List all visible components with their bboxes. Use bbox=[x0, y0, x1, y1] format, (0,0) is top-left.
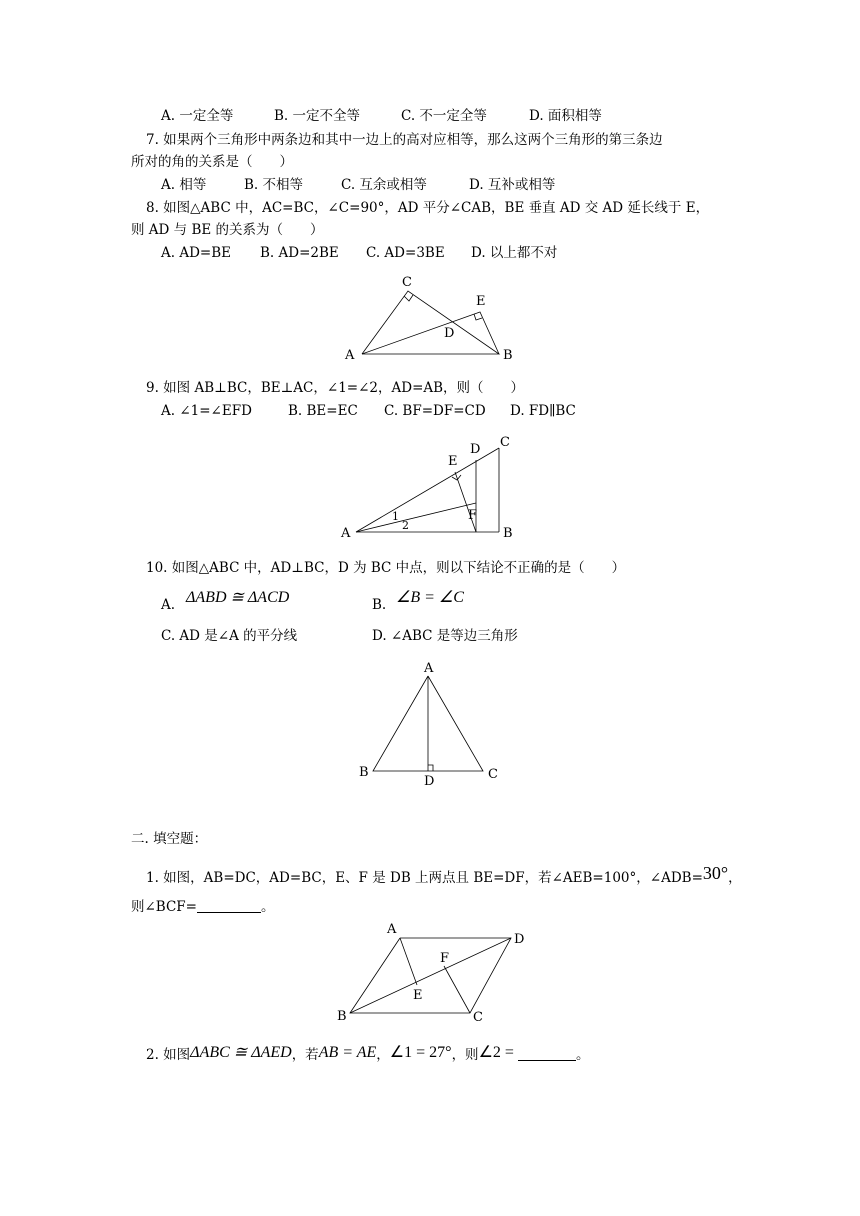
q8-stem-line2: 则 AD 与 BE 的关系为（ ） bbox=[131, 222, 324, 238]
f2-period: 。 bbox=[575, 1047, 590, 1063]
q9-label-b: B bbox=[503, 526, 513, 541]
f1-angle-value: 30° bbox=[702, 863, 729, 883]
f2-prefix: 2. 如图 bbox=[146, 1047, 191, 1063]
f1-stem-text: 1. 如图，AB=DC，AD=BC，E、F 是 DB 上两点且 BE=DF，若∠AEB=100°，∠ADB= bbox=[146, 870, 703, 886]
f2-formula-angle2: ∠2 = bbox=[478, 1044, 514, 1061]
q10-option-b-label: B. bbox=[372, 597, 387, 613]
q9-label-c: C bbox=[500, 435, 510, 450]
q10-option-c: C. AD 是∠A 的平分线 bbox=[161, 628, 298, 644]
f1-label-d: D bbox=[514, 932, 525, 947]
q9-option-c: C. BF=DF=CD bbox=[384, 403, 486, 419]
q7-stem-line1: 7. 如果两个三角形中两条边和其中一边上的高对应相等，那么这两个三角形的第三条边 bbox=[146, 132, 663, 148]
q8-label-a: A bbox=[345, 348, 355, 363]
q7-option-a: A. 相等 bbox=[161, 177, 207, 193]
f1-figure bbox=[337, 922, 524, 1025]
f2-formula-angle1: ∠1 = 27° bbox=[389, 1044, 452, 1061]
f1-question: 则∠BCF= bbox=[131, 899, 197, 915]
q9-option-b: B. BE=EC bbox=[288, 403, 358, 419]
q9-label-a: A bbox=[341, 526, 351, 541]
f2-formula-congruent: ΔABC ≅ ΔAED bbox=[190, 1044, 292, 1061]
q6-option-a: A. 一定全等 bbox=[161, 108, 234, 124]
q8-label-d: D bbox=[444, 326, 455, 341]
q9-label-e: E bbox=[448, 454, 458, 469]
q9-option-d: D. FD∥BC bbox=[510, 403, 576, 419]
f1-label-f: F bbox=[440, 951, 450, 966]
f2-sep1: ，若 bbox=[291, 1047, 319, 1063]
q10-figure bbox=[359, 661, 498, 789]
q10-label-d: D bbox=[424, 774, 435, 789]
q8-lines-ae-be bbox=[362, 312, 499, 354]
f1-period: 。 bbox=[261, 899, 275, 915]
q8-option-c: C. AD=3BE bbox=[366, 245, 445, 261]
q6-option-b: B. 一定不全等 bbox=[274, 108, 361, 124]
q10-option-a-label: A. bbox=[161, 597, 176, 613]
q9-label-d: D bbox=[470, 442, 481, 457]
q7-option-d: D. 互补或相等 bbox=[469, 177, 556, 193]
q9-label-1: 1 bbox=[392, 510, 399, 523]
q7-stem-line2: 所对的角的关系是（ ） bbox=[131, 154, 293, 170]
f2-formula-ab-ae: AB = AE bbox=[318, 1044, 377, 1061]
f2-sep3: ，则 bbox=[451, 1047, 479, 1063]
q10-option-d: D. ∠ABC 是等边三角形 bbox=[372, 628, 518, 644]
f1-comma: ， bbox=[728, 870, 742, 886]
q8-option-a: A. AD=BE bbox=[161, 245, 231, 261]
q8-label-c: C bbox=[402, 275, 412, 290]
q6-option-d: D. 面积相等 bbox=[529, 108, 602, 124]
f1-label-a: A bbox=[387, 922, 397, 937]
q10-label-a: A bbox=[424, 661, 434, 676]
q6-option-c: C. 不一定全等 bbox=[401, 108, 487, 124]
q8-option-d: D. 以上都不对 bbox=[471, 245, 558, 261]
q8-right-angle-c bbox=[404, 295, 413, 301]
q10-label-c: C bbox=[488, 767, 498, 782]
q10-stem: 10. 如图△ABC 中，AD⊥BC，D 为 BC 中点，则以下结论不正确的是（ ） bbox=[146, 560, 626, 576]
f2-sep2: ， bbox=[376, 1047, 390, 1063]
f1-label-b: B bbox=[337, 1009, 347, 1024]
q10-label-b: B bbox=[359, 765, 369, 780]
section-title: 二. 填空题： bbox=[131, 831, 208, 847]
q8-label-b: B bbox=[503, 348, 513, 363]
q9-stem: 9. 如图 AB⊥BC，BE⊥AC，∠1=∠2，AD=AB，则（ ） bbox=[146, 380, 525, 396]
q9-option-a: A. ∠1=∠EFD bbox=[161, 403, 252, 419]
q8-stem-line1: 8. 如图△ABC 中，AC=BC，∠C=90°，AD 平分∠CAB，BE 垂直 AD 交 AD 延长线于 E， bbox=[146, 200, 710, 216]
f1-label-e: E bbox=[413, 988, 423, 1003]
q10-option-b-formula: ∠B = ∠C bbox=[396, 589, 464, 606]
q8-right-angle-e bbox=[474, 314, 482, 320]
q9-label-2: 2 bbox=[402, 519, 409, 532]
f1-label-c: C bbox=[473, 1010, 483, 1025]
q9-label-f: F bbox=[468, 508, 478, 523]
q8-option-b: B. AD=2BE bbox=[260, 245, 339, 261]
q10-option-a-formula: ΔABD ≅ ΔACD bbox=[186, 589, 290, 606]
q8-label-e: E bbox=[476, 294, 486, 309]
q8-figure bbox=[344, 275, 513, 363]
q7-option-c: C. 互余或相等 bbox=[341, 177, 427, 193]
q7-option-b: B. 不相等 bbox=[244, 177, 304, 193]
q9-figure bbox=[340, 435, 513, 541]
